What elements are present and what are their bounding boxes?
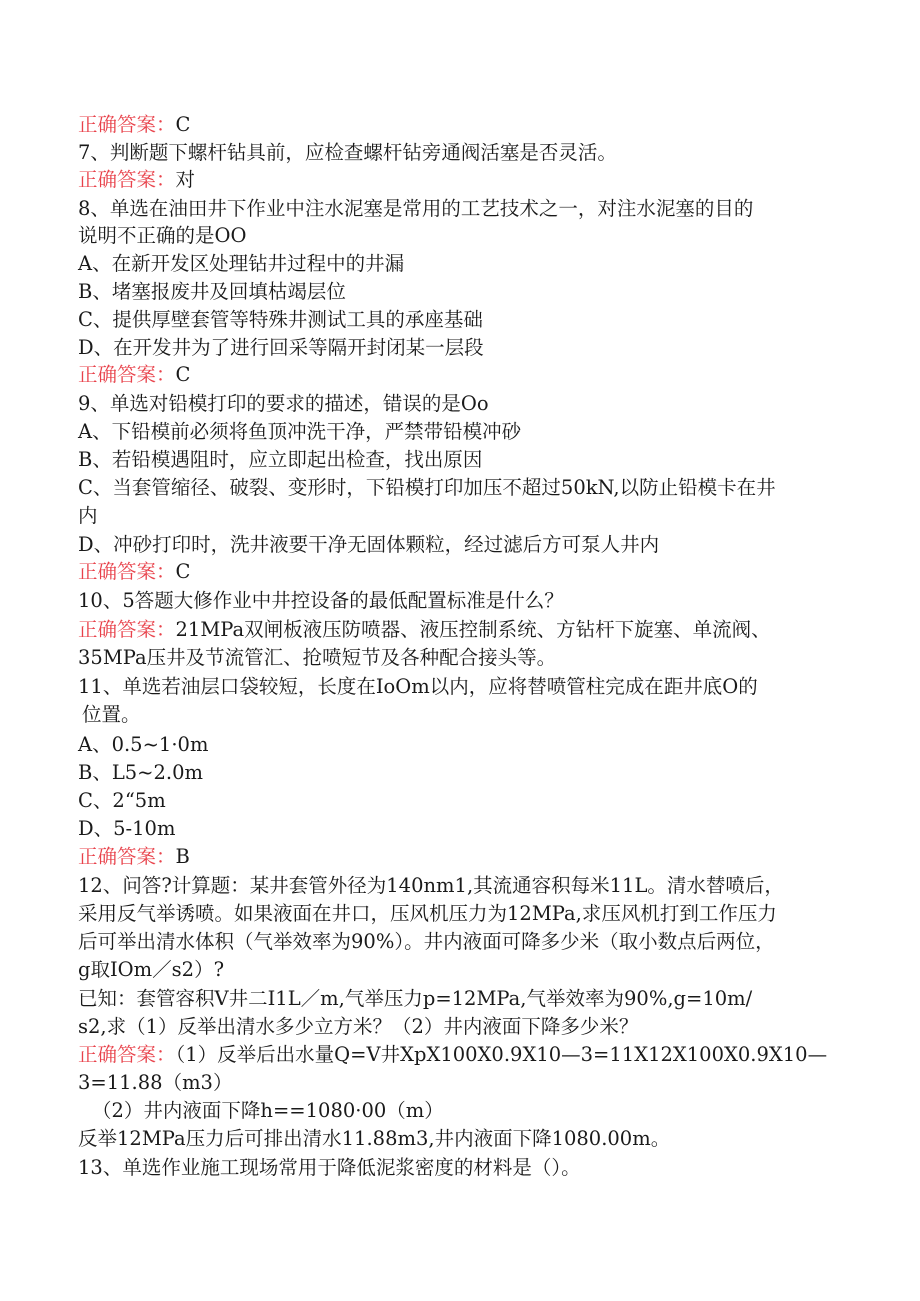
- question-9: 9、单选对铅模打印的要求的描述，错误的是Oo: [78, 392, 489, 415]
- question-13: 13、单选作业施工现场常用于降低泥浆密度的材料是（）。: [78, 1156, 581, 1179]
- option-a: A、0.5~1·0m: [78, 733, 209, 756]
- question-11-cont: 位置。: [82, 703, 141, 726]
- answer-label: 正确答案：: [78, 560, 176, 583]
- answer-line: [78, 111, 878, 139]
- option-b: B、若铅模遇阻时，应立即起出检查，找出原因: [78, 448, 483, 471]
- answer-value: （1）反举后出水量Q=V井XpX100X0.9X10—3=11X12X100X0.9X10—: [175, 1043, 828, 1066]
- option-d: D、冲砂打印时，洗井液要干净无固体颗粒，经过滤后方可泵人井内: [78, 533, 660, 556]
- option-b: B、L5~2.0m: [78, 761, 204, 784]
- question-12-cont: 采用反气举诱喷。如果液面在井口，压风机压力为12MPa,求压风机打到工作压力: [78, 902, 777, 925]
- answer-label: 正确答案：: [78, 1043, 176, 1066]
- option-c: C、提供厚壁套管等特殊井测试工具的承座基础: [78, 308, 483, 331]
- option-c-cont: 内: [78, 504, 98, 527]
- option-a: A、在新开发区处理钻井过程中的井漏: [78, 252, 405, 275]
- option-c: C、2“5m: [78, 789, 166, 812]
- answer-cont: （2）井内液面下降h==1080·00（m）: [92, 1099, 444, 1122]
- answer-line: [78, 843, 878, 871]
- answer-line: [78, 1041, 878, 1069]
- answer-label: 正确答案：: [78, 618, 176, 641]
- question-12-cont: g取IOm／s2）?: [78, 958, 225, 981]
- question-7: 7、判断题下螺杆钻具前，应检查螺杆钻旁通阀活塞是否灵活。: [78, 141, 617, 164]
- question-12: 12、问答?计算题：某井套管外径为140nm1,其流通容积每米11L。清水替喷后，: [78, 874, 784, 897]
- question-8: 8、单选在油田井下作业中注水泥塞是常用的工艺技术之一，对注水泥塞的目的: [78, 197, 754, 220]
- answer-label: 正确答案：: [78, 845, 176, 868]
- answer-label: 正确答案：: [78, 113, 176, 136]
- option-a: A、下铅模前必须将鱼顶冲洗干净，严禁带铅模冲砂: [78, 420, 522, 443]
- answer-line: [78, 558, 878, 586]
- question-11: 11、单选若油层口袋较短，长度在IoOm以内，应将替喷管柱完成在距井底O的: [78, 675, 758, 698]
- option-b: B、堵塞报废井及回填枯竭层位: [78, 280, 346, 303]
- option-d: D、在开发井为了进行回采等隔开封闭某一层段: [78, 336, 484, 359]
- answer-value: C: [175, 113, 191, 136]
- answer-value: B: [175, 845, 190, 868]
- answer-line: [78, 166, 878, 194]
- answer-line: [78, 616, 878, 644]
- option-d: D、5-10m: [78, 817, 176, 840]
- answer-label: 正确答案：: [78, 168, 176, 191]
- known-conditions: 已知：套管容积V井二I1L／m,气举压力p=12MPa,气举效率为90%,g=10m/: [78, 987, 753, 1010]
- known-conditions-cont: s2,求（1）反举出清水多少立方米？（2）井内液面下降多少米？: [78, 1015, 639, 1038]
- question-10: 10、5答题大修作业中井控设备的最低配置标准是什么？: [78, 589, 564, 612]
- question-12-cont: 后可举出清水体积（气举效率为90%）。井内液面可降多少米（取小数点后两位，: [78, 930, 775, 953]
- option-c: C、当套管缩径、破裂、变形时，下铅模打印加压不超过50kN,以防止铅模卡在井: [78, 476, 776, 499]
- answer-value: 对: [175, 168, 196, 191]
- answer-cont: 35MPa压井及节流管汇、抢喷短节及各种配合接头等。: [78, 646, 557, 669]
- answer-value: C: [175, 560, 191, 583]
- answer-label: 正确答案：: [78, 363, 176, 386]
- answer-cont: 3=11.88（m3）: [78, 1071, 233, 1094]
- answer-conclusion: 反举12MPa压力后可排出清水11.88m3,井内液面下降1080.00m。: [78, 1127, 671, 1150]
- answer-value: 21MPa双闸板液压防喷器、液压控制系统、方钻杆下旋塞、单流阀、: [175, 618, 771, 641]
- question-8-cont: 说明不正确的是OO: [78, 224, 247, 247]
- answer-line: [78, 361, 878, 389]
- answer-value: C: [175, 363, 191, 386]
